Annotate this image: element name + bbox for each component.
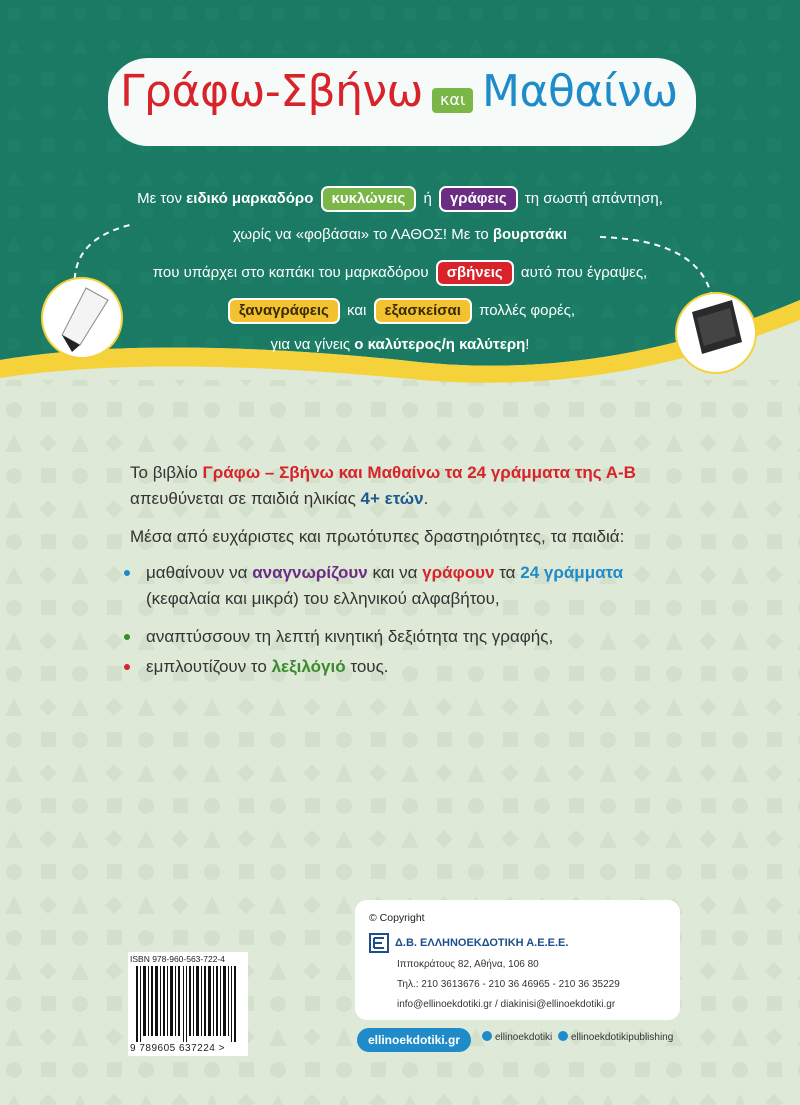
intro-line-1: Με τον ειδικό μαρκαδόρο κυκλώνεις ή γράφεις τη σωστή απάντηση, xyxy=(90,186,710,212)
facebook-link[interactable]: ellinoekdotiki xyxy=(482,1031,552,1043)
isbn-label: ISBN 978-960-563-722-4 xyxy=(130,954,225,964)
bullet-dot-red xyxy=(124,664,130,670)
publisher-phone: Τηλ.: 210 3613676 - 210 36 46965 - 210 36 35229 xyxy=(397,979,620,990)
pill-practice: εξασκείσαι xyxy=(374,298,472,324)
title-right: Μαθαίνω xyxy=(482,66,678,117)
bullet-dot-green xyxy=(124,634,130,640)
pill-write: γράφεις xyxy=(439,186,518,212)
description-paragraph-1: Το βιβλίο Γράφω – Σβήνω και Μαθαίνω τα 24 γράμματα της Α-Β απευθύνεται σε παιδιά ηλικίας 4+ ετών. xyxy=(130,463,636,508)
publisher-logo-icon xyxy=(369,933,389,953)
intro-line-3: που υπάρχει στο καπάκι του μαρκαδόρου σβήνεις αυτό που έγραψες, xyxy=(90,260,710,286)
description-paragraph-2: Μέσα από ευχάριστες και πρωτότυπες δραστηριότητες, τα παιδιά: xyxy=(130,527,625,546)
bullet-dot-blue xyxy=(124,570,130,576)
instagram-link[interactable]: ellinoekdotikipublishing xyxy=(558,1031,673,1043)
facebook-icon xyxy=(482,1031,492,1041)
title-connector: και xyxy=(432,88,473,113)
publisher-info xyxy=(355,900,680,1020)
intro-line-5: για να γίνεις ο καλύτερος/η καλύτερη! xyxy=(270,336,530,353)
copyright: © Copyright xyxy=(369,912,425,924)
intro-line-2: χωρίς να «φοβάσαι» το ΛΑΘΟΣ! Με το βουρτσάκι xyxy=(232,226,568,243)
barcode xyxy=(128,952,248,1056)
publisher-email[interactable]: info@ellinoekdotiki.gr / diakinisi@ellinoekdotiki.gr xyxy=(397,999,616,1010)
pill-rewrite: ξαναγράφεις xyxy=(228,298,340,324)
publisher-name: Δ.Β. ΕΛΛΗΝΟΕΚΔΟΤΙΚΗ Α.Ε.Ε.Ε. xyxy=(395,937,569,949)
pill-circle: κυκλώνεις xyxy=(321,186,417,212)
title-left: Γράφω-Σβήνω xyxy=(120,66,423,117)
barcode-number: 9 789605 637224 > xyxy=(130,1043,225,1054)
publisher-address: Ιπποκράτους 82, Αθήνα, 106 80 xyxy=(397,959,539,970)
book-title xyxy=(110,60,690,140)
instagram-icon xyxy=(558,1031,568,1041)
intro-line-4: ξαναγράφεις και εξασκείσαι πολλές φορές, xyxy=(90,298,710,324)
pill-erase: σβήνεις xyxy=(436,260,514,286)
barcode-bars xyxy=(128,952,248,1056)
website-link[interactable]: ellinoekdotiki.gr xyxy=(357,1028,471,1052)
